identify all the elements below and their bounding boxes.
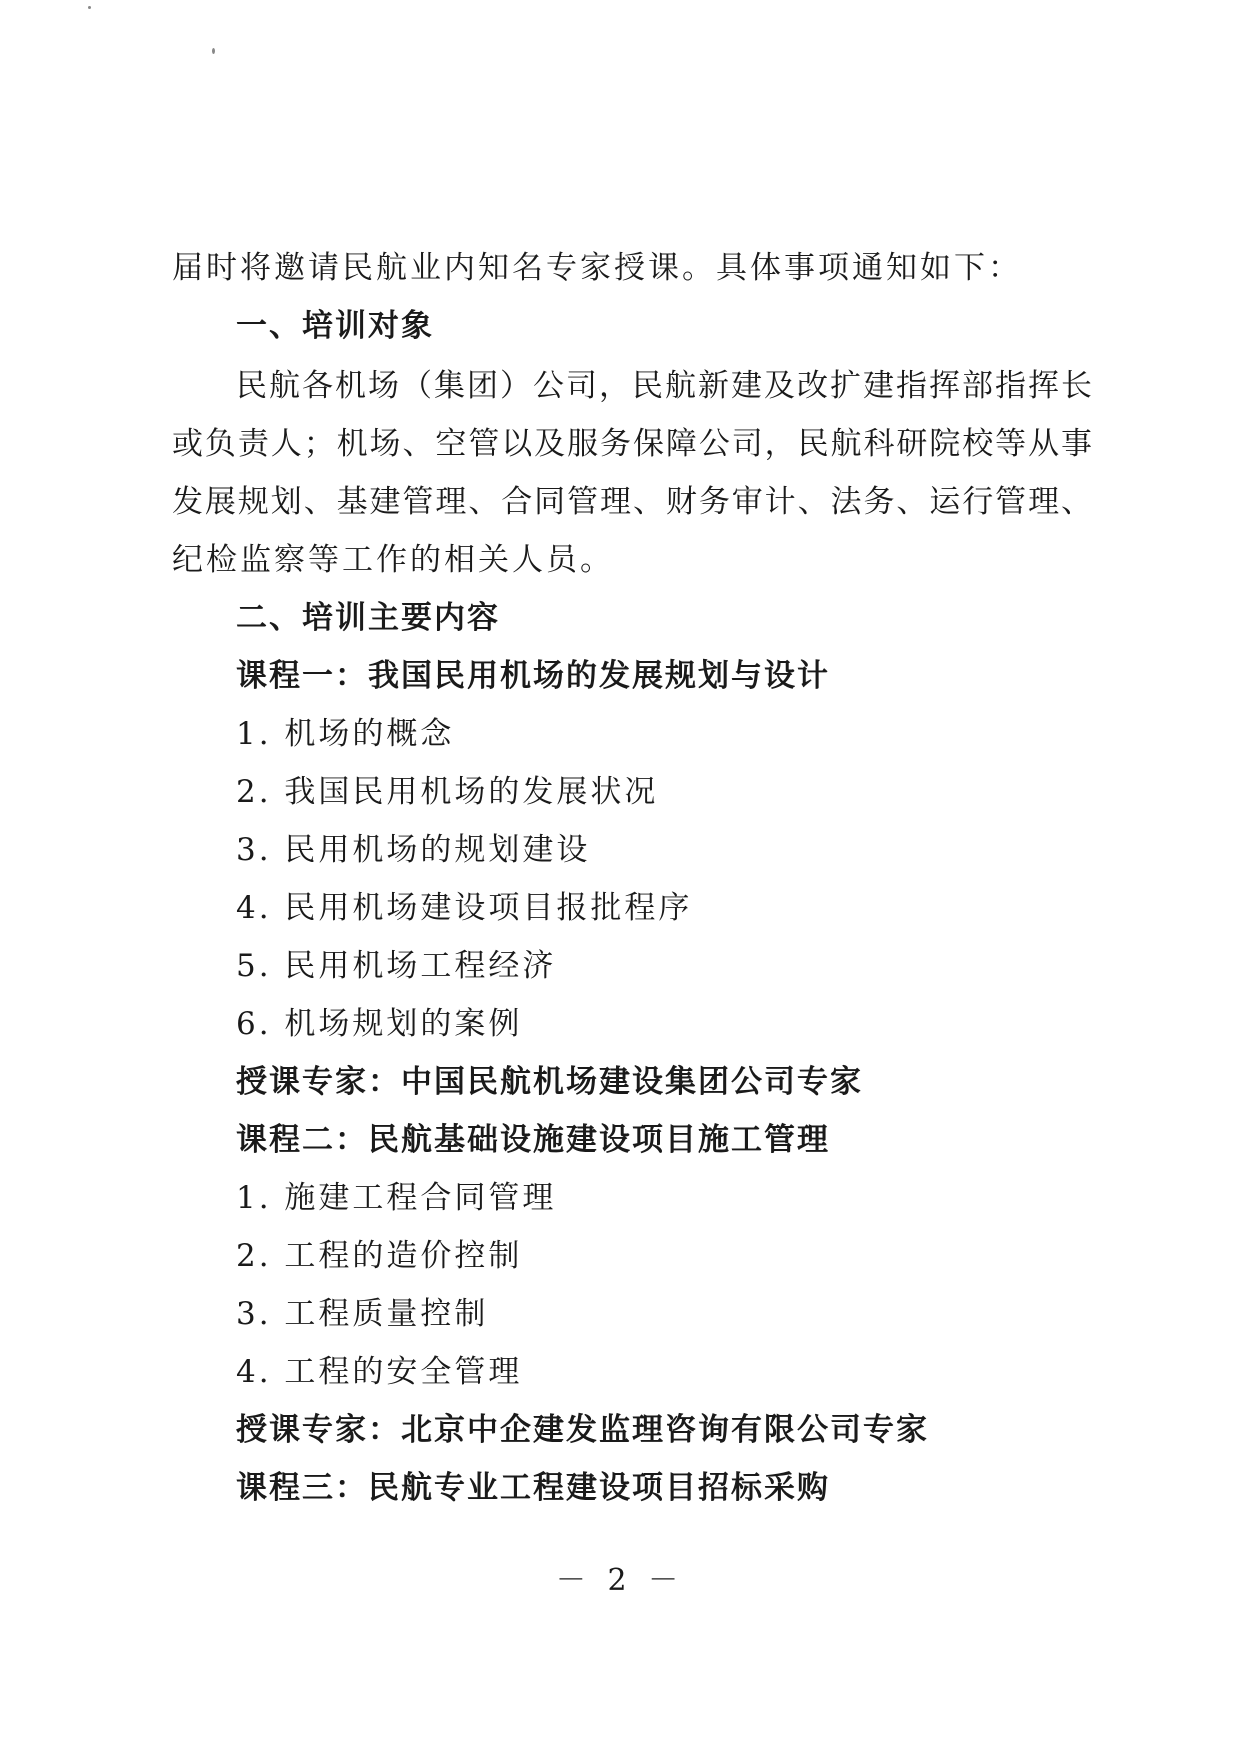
course-two-title: 课程二：民航基础设施建设项目施工管理 (236, 1122, 830, 1158)
course-two-expert: 授课专家：北京中企建发监理咨询有限公司专家 (236, 1412, 929, 1448)
course-one-item-2: 2. 我国民用机场的发展状况 (236, 774, 659, 810)
scan-speck (88, 6, 91, 9)
course-one-item-3: 3. 民用机场的规划建设 (236, 832, 591, 868)
section-one-paragraph-line-4: 纪检监察等工作的相关人员。 (172, 542, 614, 578)
course-one-title: 课程一：我国民用机场的发展规划与设计 (236, 658, 830, 694)
scan-speck (212, 48, 215, 54)
course-two-item-3: 3. 工程质量控制 (236, 1296, 489, 1332)
section-one-paragraph-line-3: 发展规划、基建管理、合同管理、财务审计、法务、运行管理、 (172, 484, 1092, 520)
course-two-item-1: 1. 施建工程合同管理 (236, 1180, 557, 1216)
course-one-expert: 授课专家：中国民航机场建设集团公司专家 (236, 1064, 863, 1100)
course-two-item-2: 2. 工程的造价控制 (236, 1238, 523, 1274)
page-number: － 2 － (555, 1563, 685, 1598)
course-one-item-1: 1. 机场的概念 (236, 716, 455, 752)
section-one-heading: 一、培训对象 (236, 308, 434, 344)
course-two-item-4: 4. 工程的安全管理 (236, 1354, 523, 1390)
course-one-item-6: 6. 机场规划的案例 (236, 1006, 523, 1042)
course-one-item-5: 5. 民用机场工程经济 (236, 948, 557, 984)
section-two-heading: 二、培训主要内容 (236, 600, 500, 636)
course-three-title: 课程三：民航专业工程建设项目招标采购 (236, 1470, 830, 1506)
course-one-item-4: 4. 民用机场建设项目报批程序 (236, 890, 693, 926)
section-one-paragraph-line-2: 或负责人；机场、空管以及服务保障公司，民航科研院校等从事 (172, 426, 1092, 462)
section-one-paragraph-line-1: 民航各机场（集团）公司，民航新建及改扩建指挥部指挥长 (236, 368, 1092, 404)
intro-line: 届时将邀请民航业内知名专家授课。具体事项通知如下： (172, 250, 1022, 286)
